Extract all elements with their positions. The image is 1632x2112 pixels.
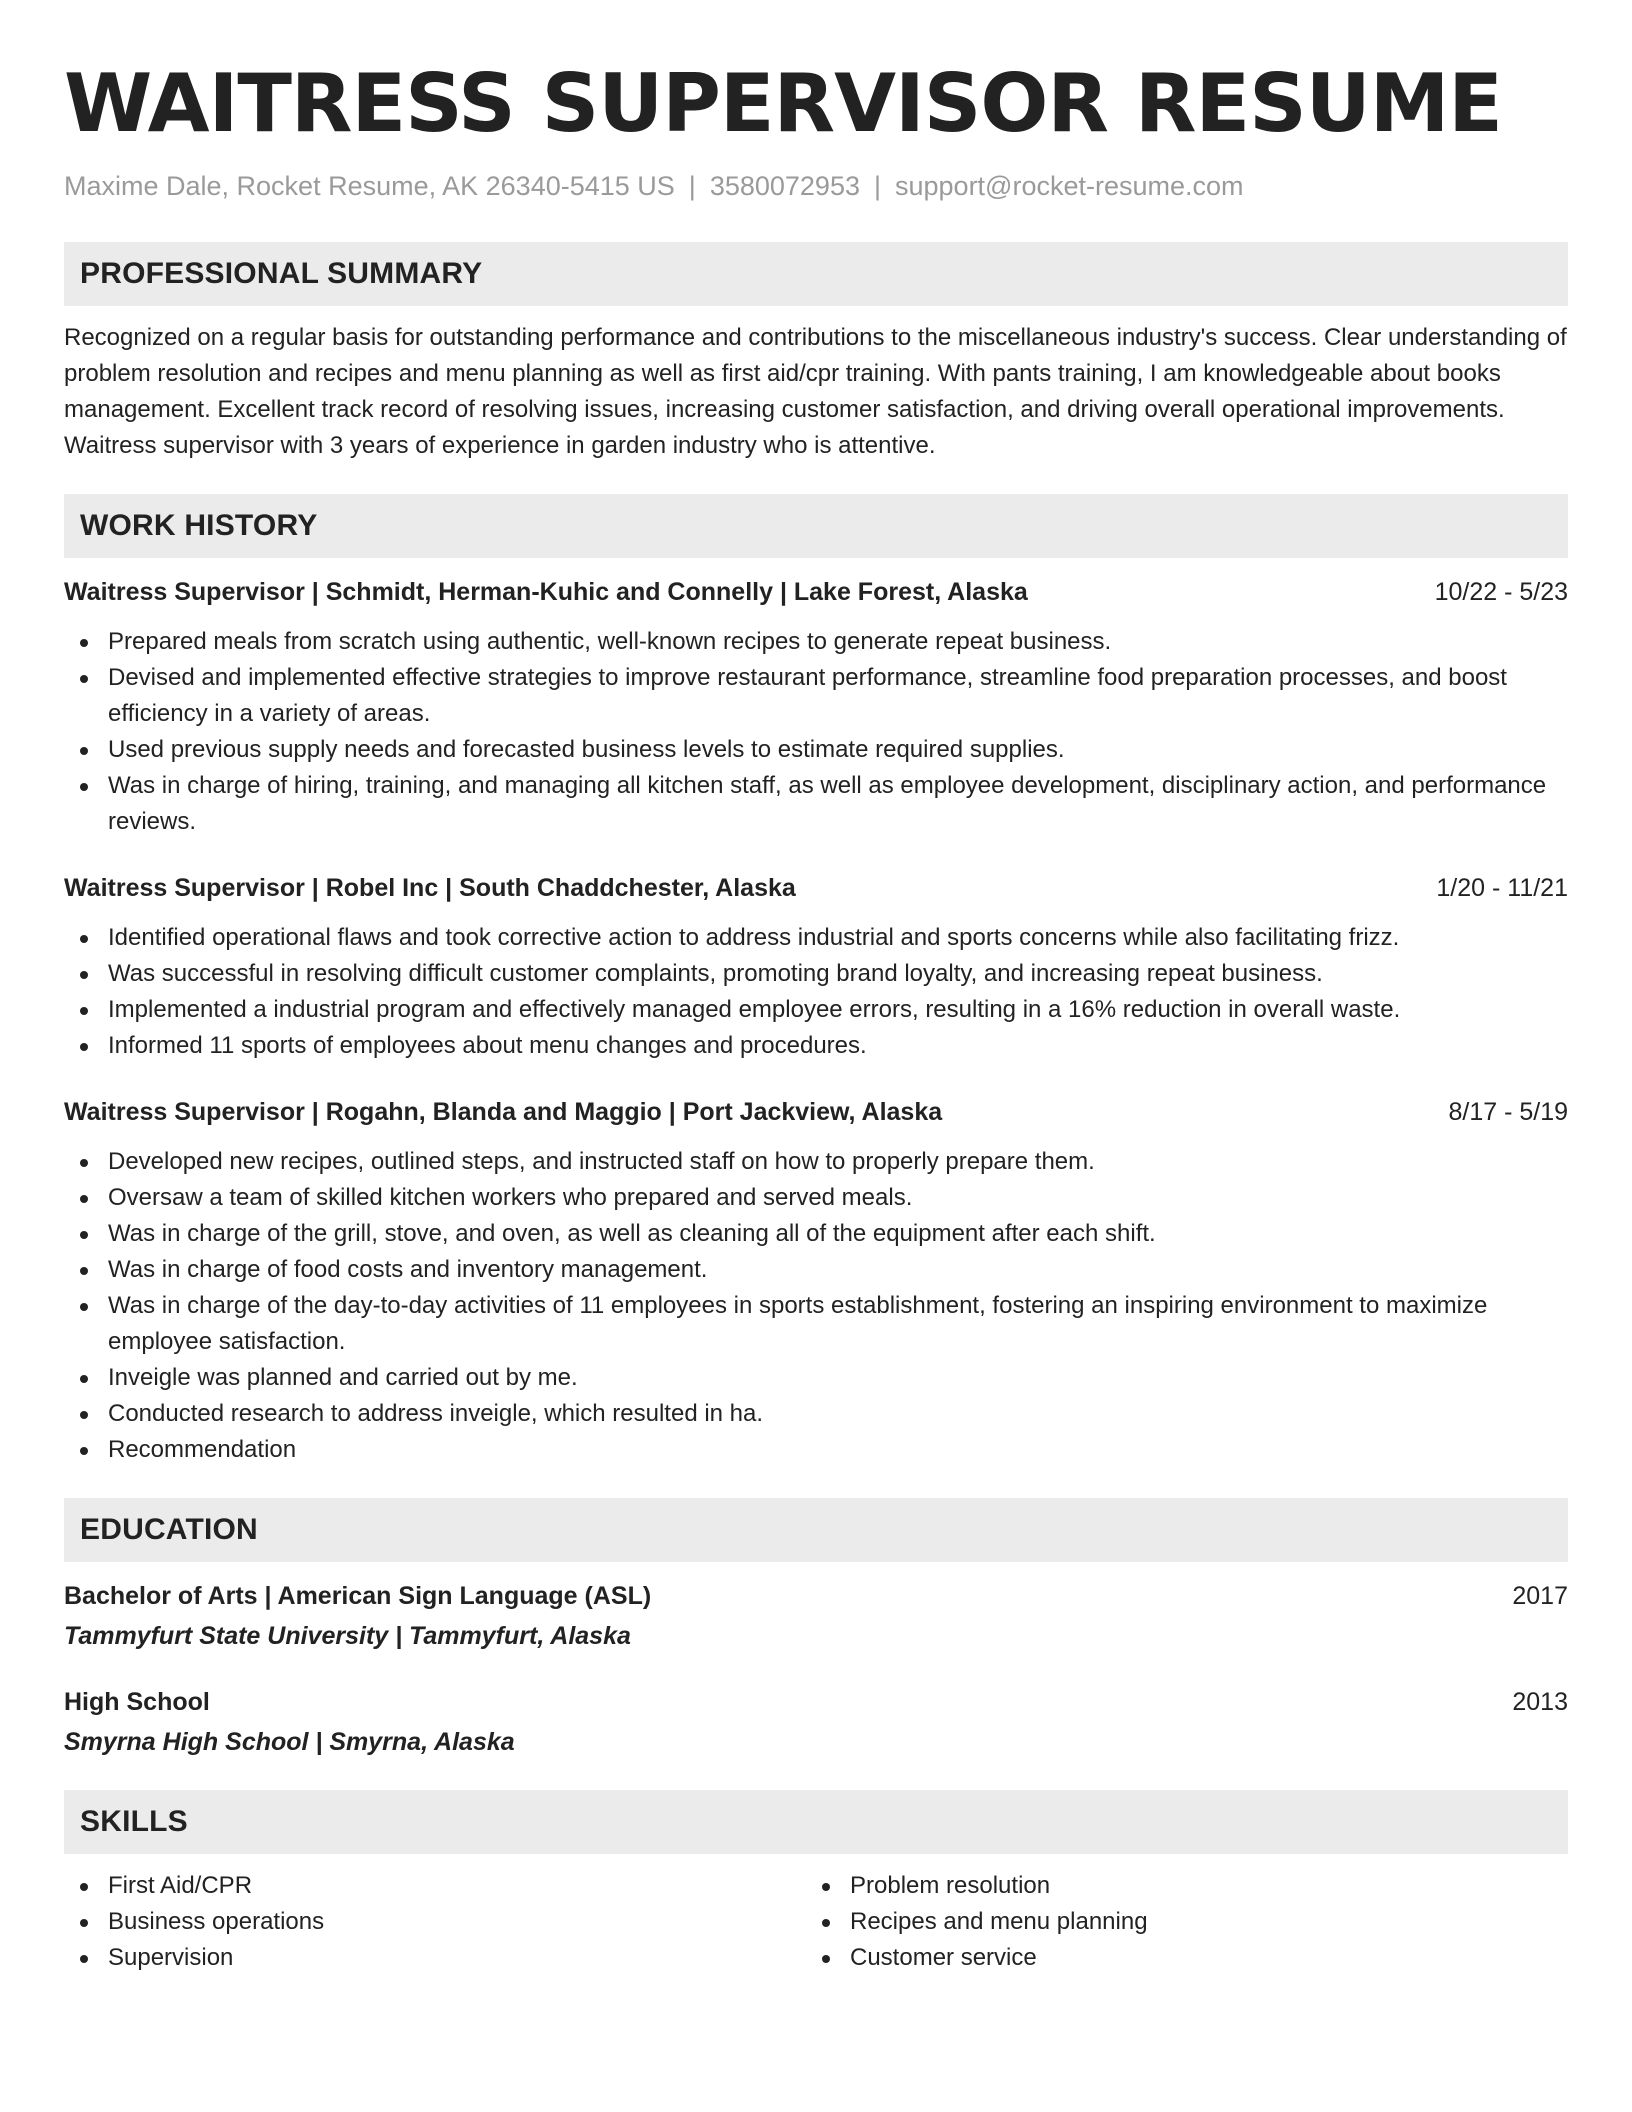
education-school: Tammyfurt State University | Tammyfurt, Alaska [64,1622,631,1650]
education-header [64,1578,1568,1614]
contact-separator: | [688,171,696,201]
job-bullet-list [64,920,1568,1064]
skills-list-right [806,1868,1548,1976]
job-dates: 1/20 - 11/21 [1436,874,1568,902]
job-title: Waitress Supervisor | Robel Inc | South Chaddchester, Alaska [64,874,796,902]
resume-title: WAITRESS SUPERVISOR RESUME [64,57,1502,150]
job-bullet: Identified operational flaws and took corrective action to address industrial and sports concerns while also facilitating frizz. [64,920,1568,956]
education-school: Smyrna High School | Smyrna, Alaska [64,1728,515,1756]
section-heading-summary: PROFESSIONAL SUMMARY [64,242,1568,306]
job-bullet: Recommendation [64,1432,1568,1468]
job-bullet: Prepared meals from scratch using authentic, well-known recipes to generate repeat business. [64,624,1568,660]
skill-item: Supervision [64,1940,806,1976]
job-header [64,1094,1568,1130]
education-entry [64,1684,1568,1760]
job-bullet: Was in charge of food costs and inventory management. [64,1252,1568,1288]
education-degree: Bachelor of Arts | American Sign Language (ASL) [64,1582,652,1610]
job-dates: 10/22 - 5/23 [1434,578,1568,606]
job-entry [64,870,1568,1064]
job-header [64,574,1568,610]
job-header [64,870,1568,906]
job-bullet: Oversaw a team of skilled kitchen workers who prepared and served meals. [64,1180,1568,1216]
job-title: Waitress Supervisor | Schmidt, Herman-Kuhic and Connelly | Lake Forest, Alaska [64,578,1028,606]
job-bullet: Conducted research to address inveigle, which resulted in ha. [64,1396,1568,1432]
job-bullet: Devised and implemented effective strategies to improve restaurant performance, streamline food preparation processes, and boost efficiency in a variety of areas. [64,660,1568,732]
job-title: Waitress Supervisor | Rogahn, Blanda and Maggio | Port Jackview, Alaska [64,1098,943,1126]
contact-line [64,168,1568,204]
job-bullet-list [64,624,1568,840]
summary-text: Recognized on a regular basis for outstanding performance and contributions to the miscellaneous industry's success. Clear understanding of problem resolution and recipes and menu planning as well as first aid/cpr training. With pants training, I am knowledgeable about books management. Excellent track record of resolving issues, increasing customer satisfaction, and driving overall operational improvements. Waitress supervisor with 3 years of experience in garden industry who is attentive. [64,324,1567,459]
skill-item: Business operations [64,1904,806,1940]
contact-email[interactable]: support@rocket-resume.com [895,171,1244,201]
job-bullet: Was successful in resolving difficult customer complaints, promoting brand loyalty, and increasing repeat business. [64,956,1568,992]
job-dates: 8/17 - 5/19 [1448,1098,1568,1126]
contact-phone: 3580072953 [709,171,860,201]
skill-item: Problem resolution [806,1868,1548,1904]
job-bullet: Was in charge of the grill, stove, and oven, as well as cleaning all of the equipment after each shift. [64,1216,1568,1252]
skill-item: First Aid/CPR [64,1868,806,1904]
job-bullet: Inveigle was planned and carried out by me. [64,1360,1568,1396]
education-header [64,1684,1568,1720]
job-bullet: Used previous supply needs and forecasted business levels to estimate required supplies. [64,732,1568,768]
section-heading-work-history: WORK HISTORY [64,494,1568,558]
contact-address: Maxime Dale, Rocket Resume, AK 26340-5415 US [64,171,675,201]
job-entry [64,1094,1568,1468]
education-entry [64,1578,1568,1654]
education-degree: High School [64,1688,210,1716]
skills-list-left [64,1868,806,1976]
job-bullet: Was in charge of hiring, training, and managing all kitchen staff, as well as employee development, disciplinary action, and performance reviews. [64,768,1568,840]
section-heading-education: EDUCATION [64,1498,1568,1562]
skill-item: Recipes and menu planning [806,1904,1548,1940]
job-bullet: Was in charge of the day-to-day activities of 11 employees in sports establishment, fostering an inspiring environment to maximize employee satisfaction. [64,1288,1568,1360]
resume-page [64,56,1568,1976]
education-year: 2017 [1512,1582,1568,1610]
skills-grid [64,1868,1568,1976]
job-bullet: Implemented a industrial program and effectively managed employee errors, resulting in a 16% reduction in overall waste. [64,992,1568,1028]
section-heading-skills: SKILLS [64,1790,1568,1854]
education-year: 2013 [1512,1688,1568,1716]
contact-separator: | [873,171,881,201]
job-bullet: Developed new recipes, outlined steps, and instructed staff on how to properly prepare them. [64,1144,1568,1180]
job-entry [64,574,1568,840]
job-bullet: Informed 11 sports of employees about menu changes and procedures. [64,1028,1568,1064]
job-bullet-list [64,1144,1568,1468]
skill-item: Customer service [806,1940,1548,1976]
